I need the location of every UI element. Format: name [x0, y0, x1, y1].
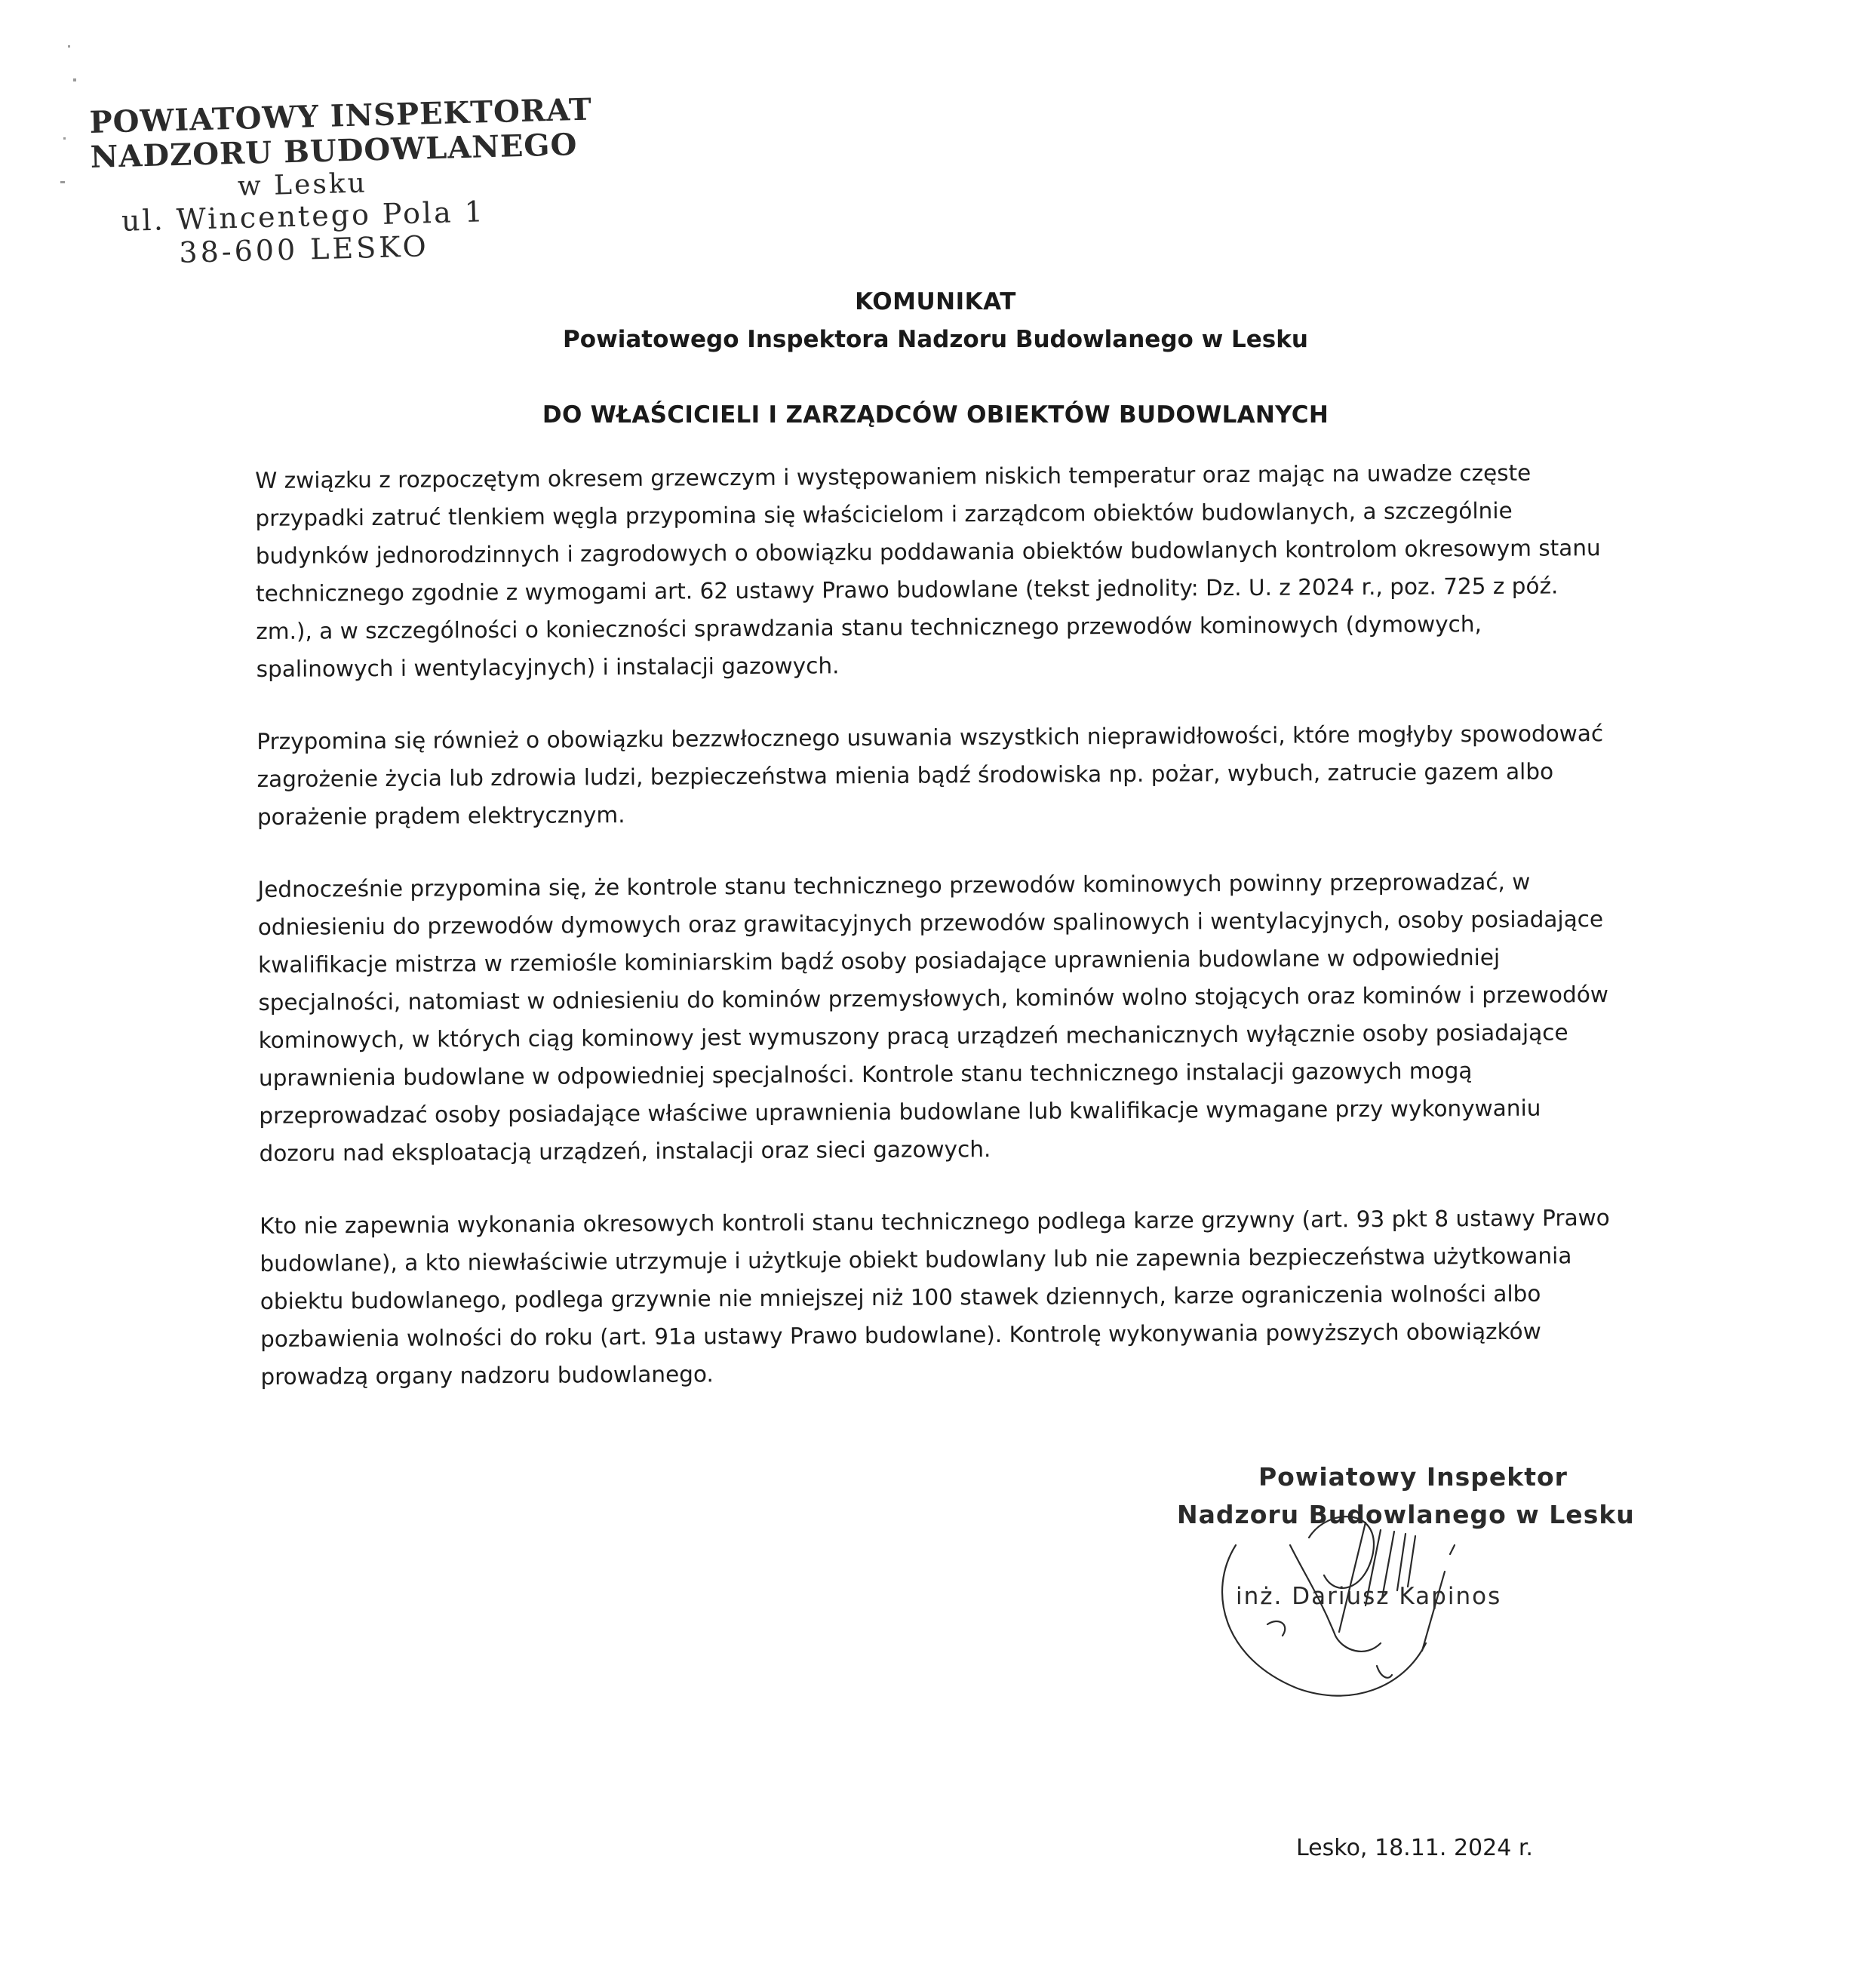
- document-subtitle: Powiatowego Inspektora Nadzoru Budowlanego w Lesku: [563, 326, 1308, 353]
- paragraph-heating-season: W związku z rozpoczętym okresem grzewczym i występowaniem niskich temperatur oraz mając na uwadze częste przypadki zatruć tlenkiem węgla przypomina się właścicielom i zarządcom obiektów budowlanych, a szczególnie budynków jednorodzinnych i zagrodowych o obowiązku poddawania obiektów budowlanych kontrolom okresowym stanu technicznego zgodnie z wymogami art. 62 ustawy Prawo budowlane (tekst jednolity: Dz. U. z 2024 r., poz. 725 z póź. zm.), a w szczególności o konieczności sprawdzania stanu technicznego przewodów kominowych (dymowych, spalinowych i wentylacyjnych) i instalacji gazowych.: [255, 459, 1601, 682]
- stamp-street: ul. Wincentego Pola 1: [121, 195, 486, 238]
- paragraph-irregularities: Przypomina się również o obowiązku bezzwłocznego usuwania wszystkich nieprawidłowości, które mogłyby spowodować zagrożenie życia lub zdrowia ludzi, bezpieczeństwa mienia bądź środowiska np. pożar, wybuch, zatrucie gazem albo porażenie prądem elektrycznym.: [257, 721, 1604, 830]
- stamp-town: w Lesku: [237, 167, 368, 202]
- document-date: Lesko, 18.11. 2024 r.: [1296, 1835, 1533, 1861]
- stamp-office-name: POWIATOWY INSPEKTORAT: [88, 91, 593, 140]
- scan-speck: [63, 137, 66, 140]
- signature-stamp-position: Powiatowy Inspektor: [1258, 1462, 1568, 1492]
- handwritten-signature: [1177, 1462, 1630, 1711]
- scan-speck: [60, 181, 65, 183]
- stamp-postcode: 38-600 LESKO: [178, 229, 430, 270]
- document-title: KOMUNIKAT: [855, 288, 1016, 315]
- signature-stamp-name: inż. Dariusz Kapinos: [1236, 1583, 1502, 1610]
- paragraph-qualified-persons: Jednocześnie przypomina się, że kontrole stanu technicznego przewodów kominowych powinny przeprowadzać, w odniesieniu do przewodów dymowych oraz grawitacyjnych przewodów spalinowych i wentylacyjnych, osoby posiadające kwalifikacje mistrza w rzemiośle kominiarskim bądź osoby posiadające uprawnienia budowlane w odpowiedniej specjalności, natomiast w odniesieniu do kominów przemysłowych, kominów wolno stojących oraz kominów i przewodów kominowych, w których ciąg kominowy jest wymuszony pracą urządzeń mechanicznych wyłącznie osoby posiadające uprawnienia budowlane w odpowiedniej specjalności. Kontrole stanu technicznego instalacji gazowych mogą przeprowadzać osoby posiadające właściwe uprawnienia budowlane lub kwalifikacje wymagane przy wykonywaniu dozoru nad eksploatacją urządzeń, instalacji oraz sieci gazowych.: [257, 868, 1609, 1166]
- document-body: [255, 453, 1611, 1430]
- scan-speck: [73, 78, 76, 81]
- scan-speck: [68, 45, 70, 48]
- stamp-office-name-2: NADZORU BUDOWLANEGO: [90, 127, 578, 175]
- signature-block: [1177, 1462, 1635, 1711]
- paragraph-penalties: Kto nie zapewnia wykonania okresowych kontroli stanu technicznego podlega karze grzywny (art. 93 pkt 8 ustawy Prawo budowlane), a kto niewłaściwie utrzymuje i użytkuje obiekt budowlany lub nie zapewnia bezpieczeństwa użytkowania obiektu budowlanego, podlega grzywnie nie mniejszej niż 100 stawek dziennych, karze ograniczenia wolności albo pozbawienia wolności do roku (art. 91a ustawy Prawo budowlane). Kontrolę wykonywania powyższych obowiązków prowadzą organy nadzoru budowlanego.: [260, 1205, 1610, 1390]
- document-addressee: DO WŁAŚCICIELI I ZARZĄDCÓW OBIEKTÓW BUDOWLANYCH: [542, 401, 1329, 429]
- office-stamp: [88, 91, 593, 272]
- signature-stamp-office: Nadzoru Budowlanego w Lesku: [1177, 1500, 1635, 1529]
